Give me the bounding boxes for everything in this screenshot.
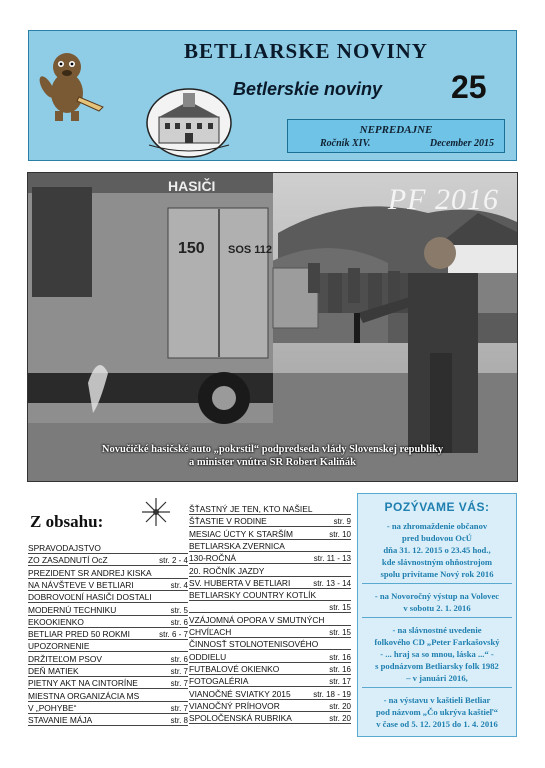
toc-entry [189,615,351,626]
toc-entry-title: SPRAVODAJSTVO [28,543,101,553]
toc-entry [28,703,188,714]
invitation-line: s podnázvom Betliarsky folk 1982 [375,661,499,671]
toc-entry-page: str. 20 [329,701,351,711]
toc-entry-title: PIETNY AKT NA CINTORÍNE [28,678,138,689]
toc-entry [189,652,351,663]
toc-entry [28,666,188,677]
toc-entry [28,580,188,591]
fire-truck-photo-image [28,173,518,482]
toc-entry-title: EKOOKIENKO [28,616,84,627]
toc-entry [28,555,188,566]
toc-entry [189,689,351,700]
toc-entry-title: V „POHYBE“ [28,702,77,713]
caption-line-2: a minister vnútra SR Robert Kaliňák [189,457,356,468]
toc-entry-page: str. 7 [170,703,188,713]
invitation-line: v čase od 5. 12. 2015 do 1. 4. 2016 [376,719,498,729]
toc-entry-page: str. 8 [170,716,188,726]
toc-entry-page: str. 13 - 14 [313,578,351,588]
toc-entry [28,678,188,689]
toc-entry [189,664,351,675]
invitation-line: dňa 31. 12. 2015 o 23.45 hod., [383,545,491,555]
toc-entry-title: ZO ZASADNUTÍ OcZ [28,555,108,566]
invitation-box [357,493,517,737]
toc-entry-page: str. 6 [170,654,188,664]
toc-entry-title: FUTBALOVÉ OKIENKO [189,663,280,674]
toc-entry [189,529,351,540]
toc-entry [189,504,351,515]
invitation-line: - na zhromaždenie občanov [386,521,488,531]
toc-entry-page: str. 16 [329,664,351,674]
toc-entry-page: str. 6 - 7 [159,630,188,640]
invitation-separator [362,617,512,618]
toc-entry-title: MESIAC ÚCTY K STARŠÍM [189,528,293,539]
toc-entry-title: DEŇ MATIEK [28,666,79,676]
caption-line-1: Novučičké hasičské auto „pokrstil“ podpredseda vlády Slovenskej republiky [101,444,444,455]
invitation-line: – v januári 2016, [406,673,468,683]
toc-entry [28,641,188,652]
toc-entry [189,578,351,589]
toc-entry-title: UPOZORNENIE [28,641,90,652]
newspaper-title: BETLIARSKE NOVINY [184,39,428,63]
toc-entry-title: ŠŤASTIE V RODINE [189,516,267,527]
toc-entry [189,602,351,613]
toc-entry-title: FOTOGALÉRIA [189,676,249,687]
invitation-line: v sobotu 2. 1. 2016 [403,603,471,613]
toc-entry-title: MIESTNA ORGANIZÁCIA MS [28,690,140,701]
pf-greeting: PF 2016 [387,183,499,216]
toc-entry [28,691,188,702]
toc-entry [189,541,351,552]
issue-date: December 2015 [429,138,494,149]
toc-entry-page: str. 18 - 19 [313,689,351,699]
toc-entry [189,627,351,638]
mascot-logo-icon [33,37,115,127]
issue-info-box [287,119,505,153]
toc-entry-title: DOBROVOĽNÍ HASIČI DOSTALI [28,592,152,603]
cover-photo [27,172,518,482]
toc-entry-page: str. 7 [170,679,188,689]
castle-emblem-icon [145,83,233,159]
invitation-line: pred budovou OcÚ [401,533,473,543]
toc-entry [189,516,351,527]
toc-entry-page: str. 20 [329,714,351,724]
toc-entry-title: BETLIAR PRED 50 ROKMI [28,629,130,640]
toc-entry-page: str. 15 [329,628,351,637]
toc-entry [28,592,188,603]
toc-entry-page: str. 10 [329,529,351,539]
toc-entry-title: SV. HUBERTA V BETLIARI [189,577,291,588]
toc-entry-title: VIANOČNÉ SVIATKY 2015 [189,688,291,699]
toc-entry-title: 20. ROČNÍK JAZDY [189,565,265,576]
toc-entry [28,715,188,726]
invitation-line: - na slávnostné uvedenie [392,625,482,635]
invitation-heading: POZÝVAME VÁS: [384,500,490,514]
toc-entry-title: STAVANIE MÁJA [28,715,93,726]
toc-entry-page: str. 7 [170,667,188,676]
toc-entry-title: VZÁJOMNÁ OPORA V SMUTNÝCH [189,614,325,625]
toc-entry [189,713,351,724]
invitation-line: kde slávnostným ohňostrojom [381,557,493,567]
toc-entry [28,654,188,665]
toc-entry-title: BETLIARSKY COUNTRY KOTLÍK [189,590,317,601]
truck-text: HASIČI [168,178,216,194]
toc-entry-title: ŠŤASTNÝ JE TEN, KTO NAŠIEL [189,504,313,514]
toc-entry-page: str. 17 [329,677,351,687]
toc-entry-title: PREZIDENT SR ANDREJ KISKA [28,567,152,578]
truck-number: 150 [178,240,205,257]
toc-entry [28,617,188,628]
toc-entry-page: str. 4 [170,580,188,590]
toc-entry-page: str. 5 [170,605,188,615]
toc-entry-title: ČINNOSŤ STOLNOTENISOVÉHO [189,639,319,650]
toc-entry-page: str. 6 [170,617,188,627]
invitation-line: pod názvom „Čo ukrýva kaštieľ“ [376,707,498,717]
toc-entry [28,568,188,579]
toc-entry-title: BETLIARSKA ZVERNICA [189,540,285,551]
invitation-line: - na výstavu v kaštieli Betliar [383,695,491,705]
toc-entry [189,701,351,712]
invitation-line: folkového CD „Peter Farkašovský [374,637,500,647]
truck-sos: SOS 112 [228,244,273,256]
invitation-line: - ... hraj sa so mnou, láska ...“ - [380,649,494,659]
issue-number: 25 [451,69,487,105]
toc-entry [189,566,351,577]
toc-entry-page: str. 16 [329,652,351,662]
toc-entry [28,605,188,616]
toc-entry [189,676,351,687]
toc-entry-page: str. 9 [333,517,351,527]
toc-entry [28,543,188,554]
photo-caption [28,443,517,469]
toc-entry [189,639,351,650]
toc-entry [189,590,351,601]
invitation-separator [362,687,512,688]
toc-entry-title: MODERNÚ TECHNIKU [28,604,117,615]
toc-entry-title: CHVÍĽACH [189,627,232,637]
newspaper-subtitle: Betlerskie noviny [233,79,383,99]
invitation-line: - na Novoročný výstup na Volovec [374,591,500,601]
volume-label: Ročník XIV. [320,138,371,149]
toc-entry-page: str. 2 - 4 [159,556,188,566]
invitation-separator [362,583,512,584]
toc-entry-page: str. 11 - 13 [313,554,351,564]
toc-entry [189,553,351,564]
toc-entry-title: DRŽITEĽOM PSOV [28,653,102,664]
toc-entry [28,629,188,640]
toc-entry-title: SPOLOČENSKÁ RUBRIKA [189,713,292,724]
toc-entry-page: str. 15 [329,603,351,613]
snowflake-icon [140,496,172,528]
masthead [28,30,517,161]
price-note: NEPREDAJNE [359,124,433,136]
toc-entry-title: NA NÁVŠTEVE V BETLIARI [28,579,134,590]
toc-title: Z obsahu: [30,512,104,531]
toc-entry-title: VIANOČNÝ PRÍHOVOR [189,700,280,711]
toc-entry-title: 130-ROČNÁ [189,553,237,564]
toc-entry-title: ODDIELU [189,651,227,662]
invitation-line: spolu privítame Nový rok 2016 [380,569,494,579]
